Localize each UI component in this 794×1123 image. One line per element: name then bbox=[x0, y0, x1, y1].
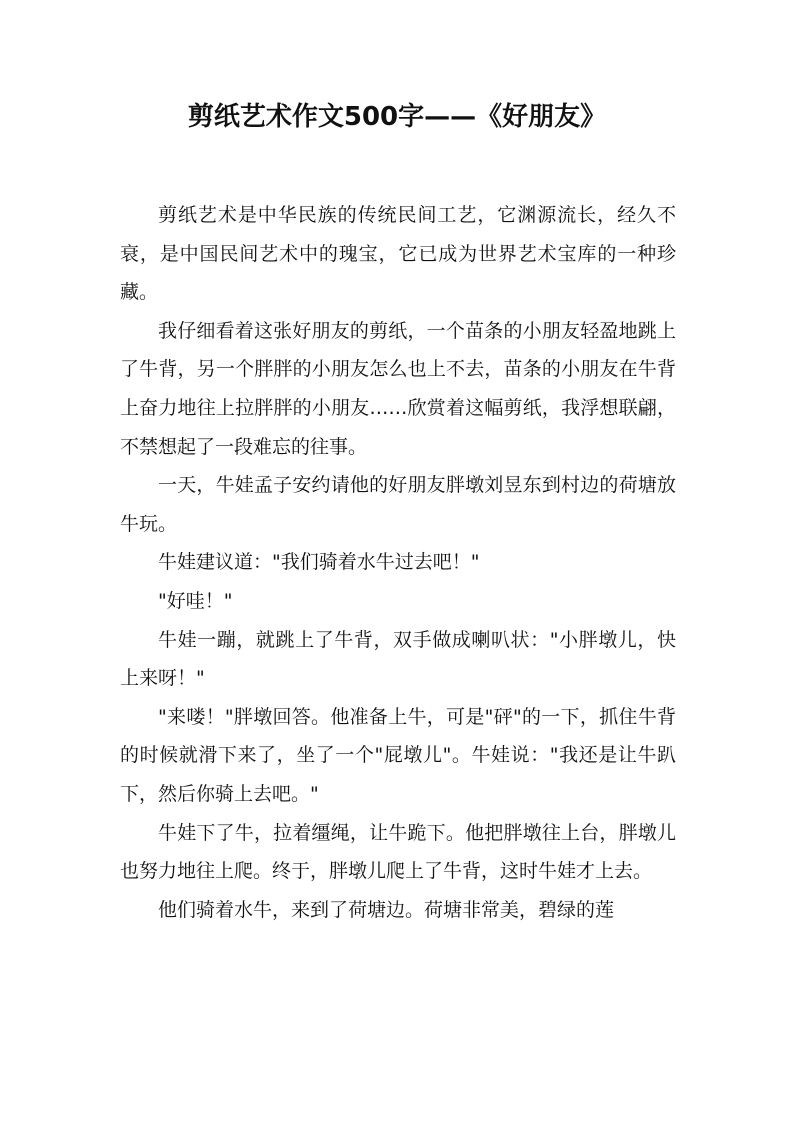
paragraph: 牛娃下了牛，拉着缰绳，让牛跪下。他把胖墩往上台，胖墩儿也努力地往上爬。终于，胖墩儿爬上了牛背，这时牛娃才上去。 bbox=[120, 821, 676, 883]
paragraph: 牛娃一蹦，就跳上了牛背，双手做成喇叭状："小胖墩儿，快上来呀！" bbox=[120, 628, 676, 690]
paragraph: "好哇！" bbox=[158, 589, 233, 612]
document-title: 剪纸艺术作文500字——《好朋友》 bbox=[187, 102, 607, 132]
paragraph: 剪纸艺术是中华民族的传统民间工艺，它渊源流长，经久不衰，是中国民间艺术中的瑰宝，它已成为世界艺术宝库的一种珍藏。 bbox=[120, 204, 676, 304]
paragraph: "来喽！"胖墩回答。他准备上牛，可是"砰"的一下，抓住牛背的时候就滑下来了，坐了一个"屁墩儿"。牛娃说："我还是让牛趴下，然后你骑上去吧。" bbox=[120, 705, 676, 805]
document-body bbox=[120, 196, 676, 929]
paragraph: 牛娃建议道："我们骑着水牛过去吧！" bbox=[158, 551, 480, 574]
paragraph: 我仔细看着这张好朋友的剪纸，一个苗条的小朋友轻盈地跳上了牛背，另一个胖胖的小朋友怎么也上不去，苗条的小朋友在牛背上奋力地往上拉胖胖的小朋友……欣赏着这幅剪纸，我浮想联翩，不禁想起了一段难忘的往事。 bbox=[120, 319, 676, 458]
paragraph: 一天，牛娃孟子安约请他的好朋友胖墩刘昱东到村边的荷塘放牛玩。 bbox=[120, 474, 676, 535]
paragraph: 他们骑着水牛，来到了荷塘边。荷塘非常美，碧绿的莲 bbox=[158, 898, 615, 921]
